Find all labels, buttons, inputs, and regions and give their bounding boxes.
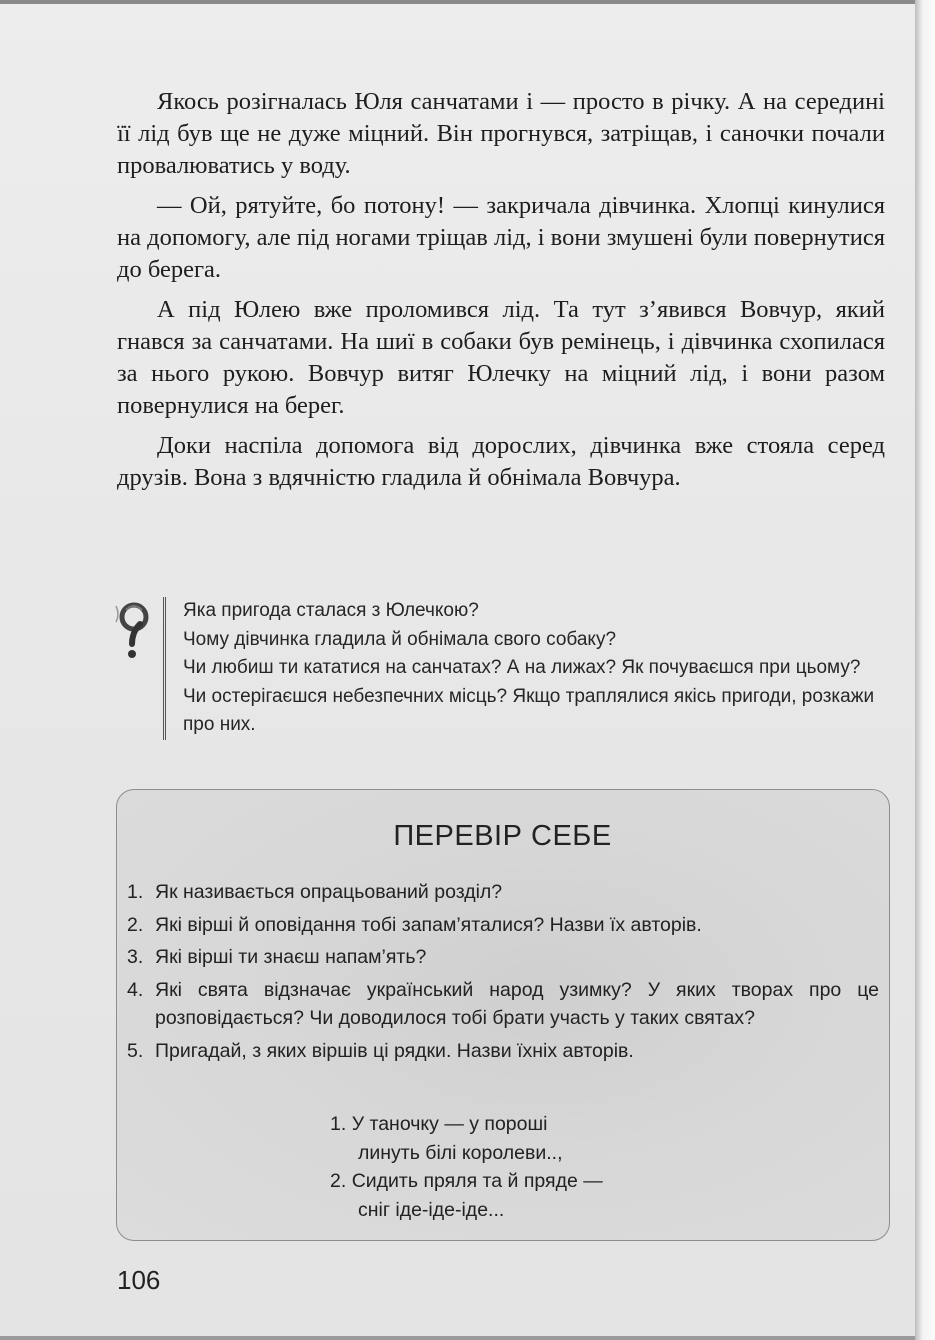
page-number: 106 (117, 1265, 161, 1295)
verse-quote (330, 1167, 730, 1224)
verse-line: сніг іде-іде-іде... (358, 1198, 505, 1221)
check-items (127, 878, 879, 1069)
check-item (127, 911, 879, 940)
check-item-text: Які вірші й оповідання тобі запам’яталися? Назви їх авторів. (155, 913, 702, 936)
story-paragraph-1: Якось розігналась Юля санчатами і — просто в річку. А на середині її лід був ще не дуже міцний. Він прогнувся, затріщав, і саночки почали провалюватись у воду. (117, 88, 885, 179)
page-edge (915, 0, 935, 1340)
check-yourself-title: ПЕРЕВІР СЕБЕ (393, 820, 612, 852)
question-item: Чому дівчинка гладила й обнімала свого собаку? (183, 628, 617, 650)
story-paragraph-3: А під Юлею вже проломився лід. Та тут з’явився Вовчур, який гнався за санчатами. На шиї в собаки був ремінець, і дівчинка схопилася за нього рукою. Вовчур витяг Юлечку на міцний лід, і вони разом повернулися на берег. (117, 296, 885, 419)
question-mark-icon (112, 600, 152, 660)
check-item (127, 1037, 879, 1066)
verse-quote (330, 1110, 730, 1167)
verse-line: Сидить пряля та й пряде — (351, 1170, 603, 1192)
check-item (127, 976, 879, 1033)
check-item-text: Які вірші ти знаєш напам’ять? (155, 946, 427, 968)
verse-number: 1. (330, 1113, 347, 1135)
story-paragraph-4: Доки наспіла допомога від дорослих, дівчинка вже стояла серед друзів. Вона з вдячністю гладила й обнімала Вовчура. (117, 432, 885, 491)
check-item-number: 2. (127, 913, 144, 936)
check-item (127, 878, 879, 907)
check-item-number: 5. (127, 1039, 144, 1062)
top-divider (0, 0, 915, 4)
check-item-text: Як називається опрацьований розділ? (155, 881, 503, 903)
check-item (127, 943, 879, 972)
check-item-number: 1. (127, 881, 144, 903)
question-item: Чи любиш ти кататися на санчатах? А на лижах? Як почуваєшся при цьому? (183, 657, 861, 678)
verse-number: 2. (330, 1170, 347, 1192)
bottom-edge (0, 1336, 915, 1340)
check-item-text: Пригадай, з яких віршів ці рядки. Назви їхніх авторів. (155, 1039, 634, 1062)
question-item: Яка пригода сталася з Юлечкою? (183, 600, 479, 621)
story-text (117, 86, 885, 502)
check-item-number: 4. (127, 978, 144, 1001)
verse-line: линуть білі королеви.., (358, 1141, 563, 1164)
verse-line: У таночку — у пороші (351, 1113, 548, 1135)
question-item: Чи остерігаєшся небезпечних місць? Якщо траплялися якісь пригоди, розкажи про них. (183, 685, 875, 735)
story-paragraph-2: — Ой, рятуйте, бо потону! — закричала дівчинка. Хлопці кинулися на допомогу, але під ногами тріщав лід, і вони змушені були повернутися до берега. (117, 192, 885, 283)
verse-quotes (330, 1110, 730, 1224)
questions-list (163, 597, 908, 740)
check-item-number: 3. (127, 946, 144, 968)
check-item-text: Які свята відзначає український народ узимку? У яких творах про це розповідається? Чи доводилося тобі брати участь у таких святах? (155, 978, 879, 1029)
